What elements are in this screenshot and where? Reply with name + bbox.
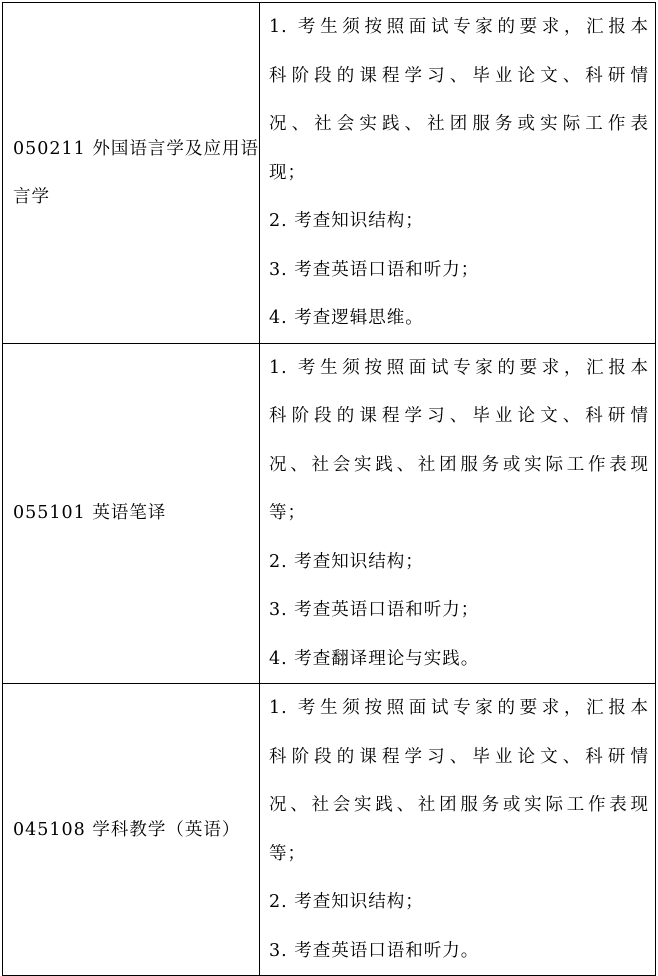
requirements-cell [260,343,656,684]
requirement-line: 1. 考生须按照面试专家的要求，汇报本 [269,17,649,37]
requirements-cell [260,3,656,344]
major-name: 055101 英语笔译 [13,503,167,524]
requirement-line: 现； [269,162,306,183]
requirement-line: 1. 考生须按照面试专家的要求，汇报本 [269,698,649,718]
requirement-line: 等； [269,843,306,864]
requirement-line: 3. 考查英语口语和听力。 [269,940,480,961]
requirement-line: 况、社会实践、社团服务或实际工作表现 [269,454,649,475]
requirement-line: 1. 考生须按照面试专家的要求，汇报本 [269,357,649,378]
requirement-line: 科阶段的课程学习、毕业论文、科研情 [269,406,649,426]
requirement-line: 2. 考查知识结构； [269,211,424,231]
major-name: 050211 外国语言学及应用语言学 [13,138,259,207]
requirement-line: 等； [269,503,306,523]
requirement-line: 4. 考查翻译理论与实践。 [269,648,480,669]
requirement-line: 况、社会实践、社团服务或实际工作表 [269,114,649,134]
table-row [3,3,656,344]
requirement-line: 2. 考查知识结构； [269,892,424,912]
requirement-line: 3. 考查英语口语和听力； [269,600,480,620]
requirement-line: 2. 考查知识结构； [269,551,424,572]
requirements-cell [260,684,656,976]
table-row [3,684,656,976]
table-row [3,343,656,684]
major-cell [3,684,260,976]
major-name: 045108 学科教学（英语） [13,819,241,840]
requirement-line: 科阶段的课程学习、毕业论文、科研情 [269,746,649,767]
major-cell [3,343,260,684]
requirement-line: 3. 考查英语口语和听力； [269,259,480,280]
major-cell [3,3,260,344]
requirement-line: 4. 考查逻辑思维。 [269,308,424,328]
requirement-line: 况、社会实践、社团服务或实际工作表现 [269,795,649,815]
requirement-line: 科阶段的课程学习、毕业论文、科研情 [269,65,649,86]
interview-requirements-table [2,2,656,976]
